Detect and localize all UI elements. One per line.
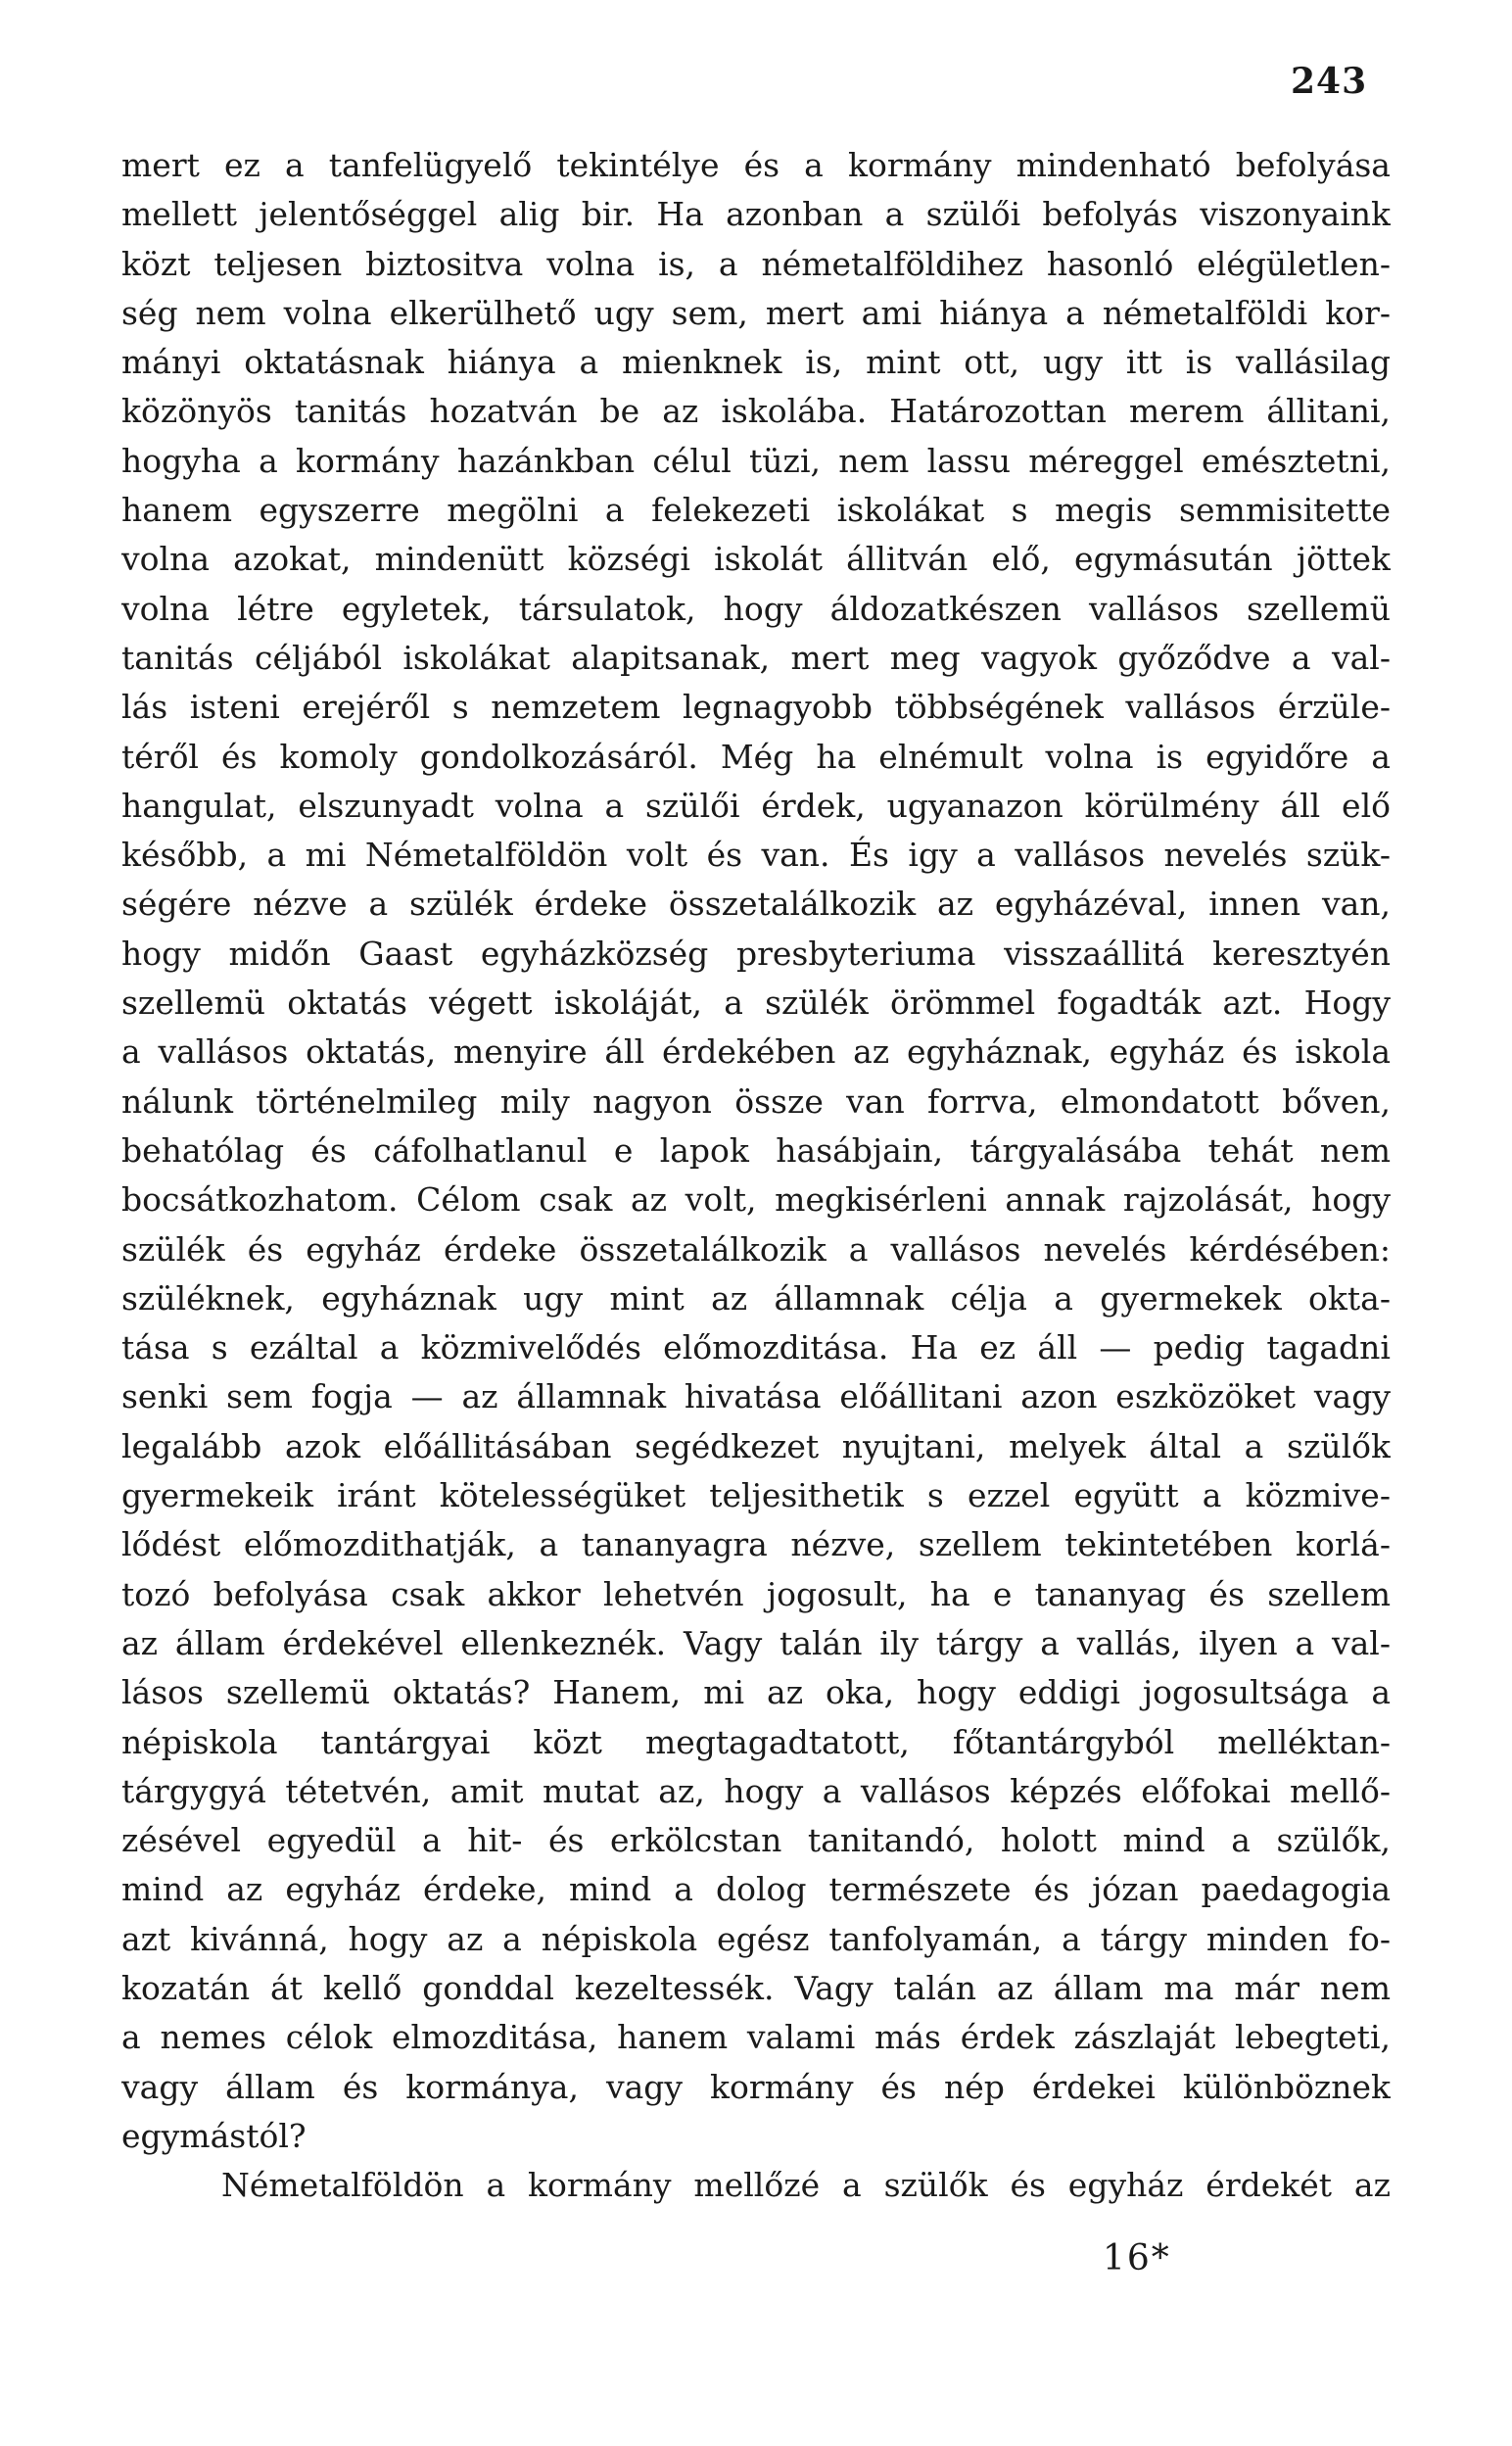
text-line: ségére nézve a szülék érdeke összetalálkozik az egyházéval, innen van, [121,885,1391,924]
text-line: szüléknek, egyháznak ugy mint az államnak célja a gyermekek okta- [121,1278,1391,1318]
text-line: később, a mi Németalföldön volt és van. És igy a vallásos nevelés szük- [121,836,1391,875]
text-line: lás isteni erejéről s nemzetem legnagyobb többségének vallásos érzüle- [121,688,1391,727]
text-line: vagy állam és kormánya, vagy kormány és nép érdekei különböznek [121,2067,1391,2106]
text-line: szellemü oktatás végett iskoláját, a szülék örömmel fogadták azt. Hogy [121,983,1391,1023]
text-line: legalább azok előállitásában segédkezet nyujtani, melyek által a szülők [121,1426,1391,1465]
text-line: lásos szellemü oktatás? Hanem, mi az oka, hogy eddigi jogosultsága a [121,1673,1391,1712]
text-line: behatólag és cáfolhatlanul e lapok hasábjain, tárgyalásába tehát nem [121,1130,1391,1170]
body-text [121,141,1391,2210]
text-line: hanem egyszerre megölni a felekezeti iskolákat s megis semmisitette [121,491,1391,530]
text-line: volna létre egyletek, társulatok, hogy áldozatkészen vallásos szellemü [121,589,1391,628]
text-line: tása s ezáltal a közmivelődés előmozditása. Ha ez áll — pedig tagadni [121,1328,1391,1367]
signature-mark: 16* [1103,2238,1171,2278]
text-line: közönyös tanitás hozatván be az iskolába. Határozottan merem állitani, [121,392,1391,431]
text-line: mert ez a tanfelügyelő tekintélye és a kormány mindenható befolyása [121,146,1391,184]
text-line: hogyha a kormány hazánkban célul tüzi, nem lassu méreggel emésztetni, [121,441,1391,480]
text-line: mányi oktatásnak hiánya a mienknek is, mint ott, ugy itt is vallásilag [121,343,1391,382]
text-line: téről és komoly gondolkozásáról. Még ha elnémult volna is egyidőre a [121,737,1391,776]
text-line: hangulat, elszunyadt volna a szülői érdek, ugyanazon körülmény áll elő [121,786,1391,825]
paragraph-first-line: Németalföldön a kormány mellőzé a szülők és egyház érdekét az [221,2166,1391,2205]
text-line: ség nem volna elkerülhető ugy sem, mert ami hiánya a németalföldi kor- [121,293,1391,332]
text-line: az állam érdekével ellenkeznék. Vagy talán ily tárgy a vallás, ilyen a val- [121,1623,1391,1662]
text-line: a vallásos oktatás, menyire áll érdekében az egyháznak, egyház és iskola [121,1032,1391,1072]
text-line: tozó befolyása csak akkor lehetvén jogosult, ha e tananyag és szellem [121,1574,1391,1613]
text-line: zésével egyedül a hit- és erkölcstan tanitandó, holott mind a szülők, [121,1821,1391,1860]
text-line: bocsátkozhatom. Célom csak az volt, megkisérleni annak rajzolását, hogy [121,1180,1391,1220]
page-number: 243 [1291,61,1368,102]
text-line: szülék és egyház érdeke összetalálkozik a vallásos nevelés kérdésében: [121,1229,1391,1269]
text-line: senki sem fogja — az államnak hivatása előállitani azon eszközöket vagy [121,1377,1391,1416]
text-line: kozatán át kellő gonddal kezeltessék. Vagy talán az állam ma már nem [121,1968,1391,2007]
text-line: lődést előmozdithatják, a tananyagra nézve, szellem tekintetében korlá- [121,1525,1391,1564]
text-line: mellett jelentőséggel alig bir. Ha azonban a szülői befolyás viszonyaink [121,195,1391,234]
text-line: közt teljesen biztositva volna is, a németalföldihez hasonló elégületlen- [121,244,1391,283]
text-line: mind az egyház érdeke, mind a dolog természete és józan paedagogia [121,1870,1391,1909]
text-line: tárgygyá tétetvén, amit mutat az, hogy a vallásos képzés előfokai mellő- [121,1771,1391,1810]
text-line: egymástól? [121,2116,307,2155]
text-line: a nemes célok elmozditása, hanem valami más érdek zászlaját lebegteti, [121,2018,1391,2057]
text-line: nálunk történelmileg mily nagyon össze van forrva, elmondatott bőven, [121,1081,1391,1121]
text-line: gyermekeik iránt kötelességüket teljesithetik s ezzel együtt a közmive- [121,1476,1391,1515]
text-line: hogy midőn Gaast egyházközség presbyteriuma visszaállitá keresztyén [121,934,1391,973]
text-line: népiskola tantárgyai közt megtagadtatott, főtantárgyból melléktan- [121,1722,1391,1761]
text-line: azt kivánná, hogy az a népiskola egész tanfolyamán, a tárgy minden fo- [121,1919,1391,1958]
text-line: volna azokat, mindenütt községi iskolát állitván elő, egymásután jöttek [121,540,1391,579]
text-line: tanitás céljából iskolákat alapitsanak, mert meg vagyok győződve a val- [121,638,1391,677]
